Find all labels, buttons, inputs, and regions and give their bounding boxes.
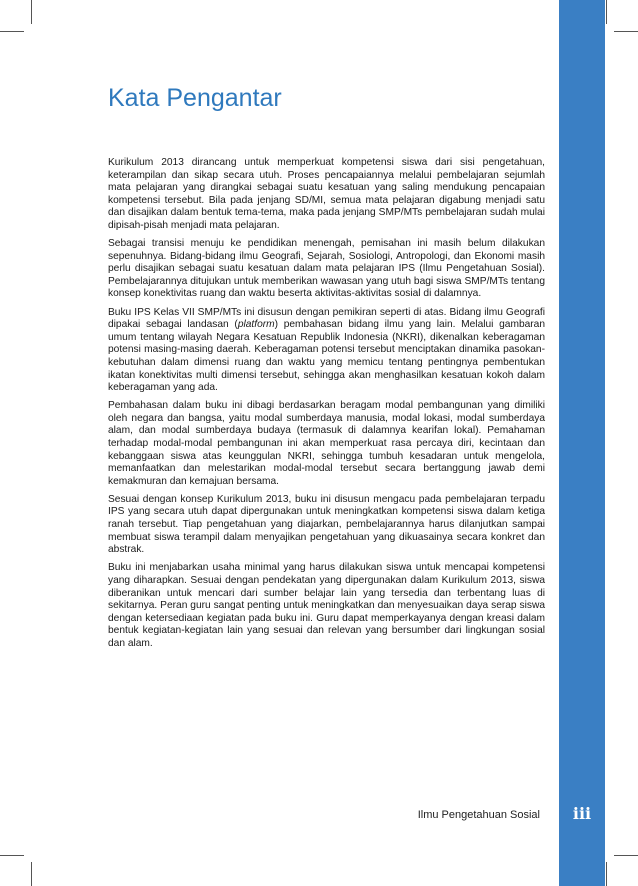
paragraph: Kurikulum 2013 dirancang untuk memperkuat kompetensi siswa dari sisi pengetahuan, keterampilan dan sikap secara utuh. Proses pencapaiannya melalui pembelajaran sejumlah mata pelajaran yang dirangkai sebagai suatu kesatuan yang saling mendukung pencapaian kompetensi tersebut. Bila pada jenjang SD/MI, semua mata pelajaran digabung menjadi satu dan disajikan dalam bentuk tema-tema, maka pada jenjang SMP/MTs pembelajaran sudah mulai dipisah-pisah menjadi mata pelajaran. — [108, 157, 545, 231]
crop-mark — [31, 862, 32, 886]
paragraph: Sesuai dengan konsep Kurikulum 2013, buku ini disusun mengacu pada pembelajaran terpadu IPS yang secara utuh dapat dipergunakan untuk meningkatkan kompetensi siswa dalam ketiga ranah tersebut. Tiap pengetahuan yang diajarkan, pembelajarannya harus dilanjutkan sampai membuat siswa terampil dalam menyajikan pengetahuan yang dikuasainya secara konkret dan abstrak. — [108, 493, 545, 556]
footer-book-title: Ilmu Pengetahuan Sosial — [417, 809, 540, 821]
paragraph: Pembahasan dalam buku ini dibagi berdasarkan beragam modal pembangunan yang dimiliki oleh negara dan bangsa, yaitu modal sumberdaya manusia, modal lokasi, modal sumberdaya alam, dan modal sumberdaya budaya (termasuk di dalamnya kearifan lokal). Pemahaman terhadap modal-modal pembangunan ini akan memperkuat rasa percaya diri, kecintaan dan kebanggaan siswa atas keunggulan NKRI, sehingga tumbuh kesadaran untuk mengelola, memanfaatkan dan melestarikan modal-modal tersebut secara bertanggung jawab demi kemakmuran dan kemajuan bersama. — [108, 400, 545, 487]
crop-mark — [0, 855, 24, 856]
crop-mark — [606, 862, 607, 886]
crop-mark — [0, 31, 24, 32]
paragraph: Buku ini menjabarkan usaha minimal yang harus dilakukan siswa untuk mencapai kompetensi yang diharapkan. Sesuai dengan pendekatan yang dipergunakan dalam Kurikulum 2013, siswa diberanikan untuk mencari dari sumber belajar lain yang tersedia dan terbentang luas di sekitarnya. Peran guru sangat penting untuk meningkatkan dan menyesuaikan daya serap siswa dengan ketersediaan kegiatan pada buku ini. Guru dapat memperkayanya dengan kreasi dalam bentuk kegiatan-kegiatan lain yang sesuai dan relevan yang bersumber dari lingkungan sosial dan alam. — [108, 562, 545, 649]
paragraph: Buku IPS Kelas VII SMP/MTs ini disusun dengan pemikiran seperti di atas. Bidang ilmu Geografi dipakai sebagai landasan (platform) pembahasan bidang ilmu yang lain. Melalui gambaran umum tentang wilayah Negara Kesatuan Republik Indonesia (NKRI), dikenalkan keberagaman potensi masing-masing daerah. Keberagaman potensi tersebut menciptakan dinamika pasokan-kebutuhan dalam dimensi ruang dan waktu yang memicu tentang pentingnya pembentukan ikatan konektivitas multi dimensi tersebut, sehingga akan menghasilkan kesatuan kokoh dalam keberagaman yang ada. — [108, 306, 545, 394]
emphasis-platform: platform — [237, 319, 275, 331]
crop-mark — [31, 0, 32, 24]
page-number: iii — [572, 804, 592, 823]
paragraph: Sebagai transisi menuju ke pendidikan menengah, pemisahan ini masih belum dilakukan sepenuhnya. Bidang-bidang ilmu Geografi, Sejarah, Sosiologi, Antropologi, dan Ekonomi masih perlu disajikan sebagai suatu kesatuan dalam mata pelajaran IPS (Ilmu Pengetahuan Sosial). Pembelajarannya ditujukan untuk memberikan wawasan yang utuh bagi siswa SMP/MTs tentang konsep konektivitas ruang dan waktu beserta aktivitas-aktivitas sosial di dalamnya. — [108, 238, 545, 300]
page-title: Kata Pengantar — [108, 84, 282, 112]
crop-mark — [614, 855, 638, 856]
side-color-band — [559, 0, 605, 886]
body-text — [108, 157, 545, 656]
crop-mark — [606, 0, 607, 24]
crop-mark — [614, 31, 638, 32]
